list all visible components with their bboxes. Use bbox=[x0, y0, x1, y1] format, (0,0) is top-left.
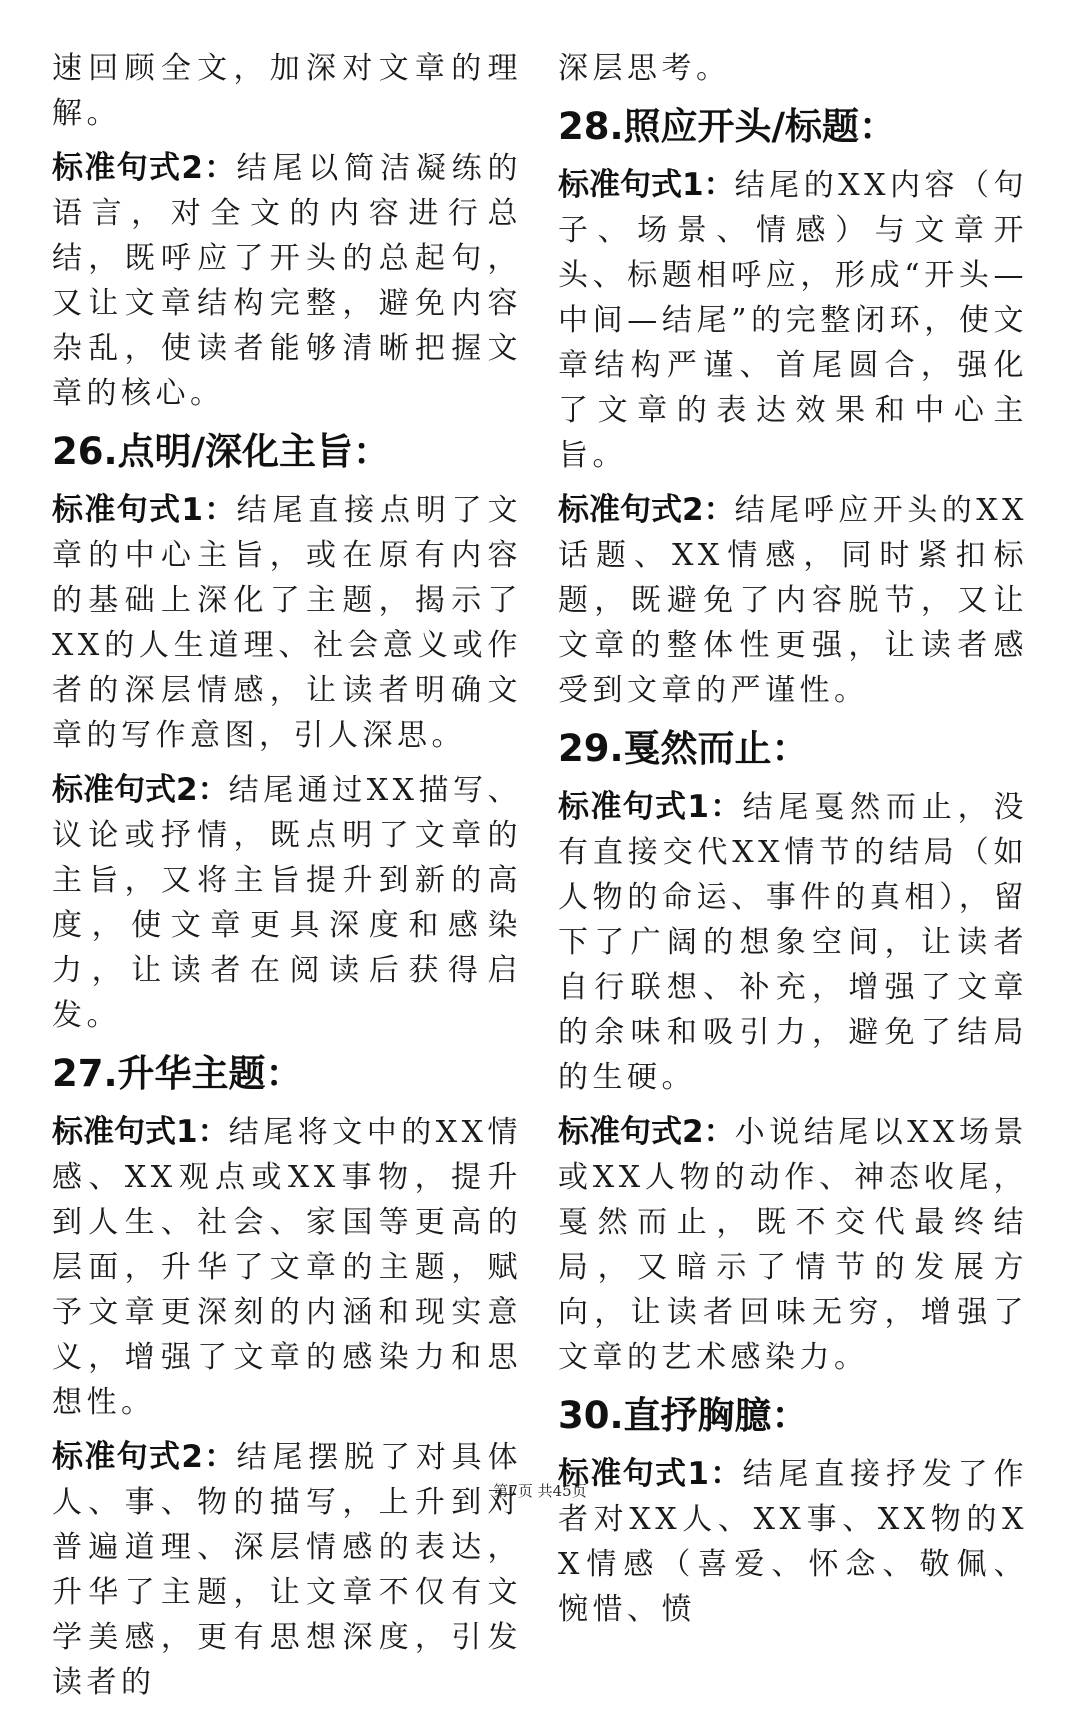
paragraph bbox=[52, 1110, 522, 1425]
pattern-label: 标准句式2： bbox=[52, 1439, 237, 1475]
pattern-label: 标准句式2： bbox=[52, 772, 229, 808]
section-heading-29: 29.戛然而止： bbox=[558, 727, 809, 770]
paragraph-text: 小说结尾以XX场景或XX人物的动作、神态收尾，戛然而止，既不交代最终结局，又暗示了情节的发展方向，让读者回味无穷，增强了文章的艺术感染力。 bbox=[558, 1115, 1028, 1375]
paragraph bbox=[52, 146, 522, 416]
paragraph-text: 结尾摆脱了对具体人、事、物的描写，上升到对普遍道理、深层情感的表达，升华了主题，让文章不仅有文学美感，更有思想深度，引发读者的 bbox=[52, 1440, 523, 1700]
pattern-label: 标准句式1： bbox=[52, 1114, 229, 1150]
paragraph bbox=[558, 1452, 1028, 1632]
paragraph bbox=[558, 1110, 1028, 1380]
page-number: 第7页 共45页 bbox=[493, 1482, 587, 1500]
paragraph-text: 结尾戛然而止，没有直接交代XX情节的结局（如人物的命运、事件的真相），留下了广阔的想象空间，让读者自行联想、补充，增强了文章的余味和吸引力，避免了结局的生硬。 bbox=[558, 790, 1029, 1095]
paragraph-text: 结尾将文中的XX情感、XX观点或XX事物，提升到人生、社会、家国等更高的层面，升华了文章的主题，赋予文章更深刻的内涵和现实意义，增强了文章的感染力和思想性。 bbox=[52, 1115, 522, 1420]
pattern-label: 标准句式1： bbox=[558, 167, 735, 203]
paragraph-text: 深层思考。 bbox=[558, 51, 731, 86]
paragraph-text: 结尾通过XX描写、议论或抒情，既点明了文章的主旨，又将主旨提升到新的高度，使文章更具深度和感染力，让读者在阅读后获得启发。 bbox=[52, 773, 522, 1033]
paragraph-text: 结尾呼应开头的XX话题、XX情感，同时紧扣标题，既避免了内容脱节，又让文章的整体性更强，让读者感受到文章的严谨性。 bbox=[558, 493, 1028, 708]
pattern-label: 标准句式1： bbox=[558, 789, 743, 825]
section-heading-26: 26.点明/深化主旨： bbox=[52, 430, 391, 473]
paragraph bbox=[52, 768, 522, 1038]
section-heading-30: 30.直抒胸臆： bbox=[558, 1394, 809, 1437]
paragraph bbox=[558, 46, 1028, 91]
pattern-label: 标准句式2： bbox=[52, 150, 237, 186]
paragraph bbox=[558, 785, 1028, 1100]
paragraph bbox=[52, 46, 522, 136]
right-column bbox=[558, 46, 1028, 1642]
pattern-label: 标准句式1： bbox=[52, 492, 237, 528]
paragraph bbox=[558, 488, 1028, 713]
paragraph-text: 结尾以简洁凝练的语言，对全文的内容进行总结，既呼应了开头的总起句，又让文章结构完整，避免内容杂乱，使读者能够清晰把握文章的核心。 bbox=[52, 151, 523, 411]
paragraph bbox=[52, 1435, 522, 1705]
paragraph bbox=[558, 163, 1028, 478]
paragraph bbox=[52, 488, 522, 758]
section-heading-27: 27.升华主题： bbox=[52, 1052, 303, 1095]
paragraph-text: 结尾直接点明了文章的中心主旨，或在原有内容的基础上深化了主题，揭示了XX的人生道理、社会意义或作者的深层情感，让读者明确文章的写作意图，引人深思。 bbox=[52, 493, 523, 753]
section-heading-28: 28.照应开头/标题： bbox=[558, 105, 897, 148]
paragraph-text: 速回顾全文，加深对文章的理解。 bbox=[52, 51, 522, 131]
paragraph-text: 结尾的XX内容（句子、场景、情感）与文章开头、标题相呼应，形成“开头—中间—结尾”的完整闭环，使文章结构严谨、首尾圆合，强化了文章的表达效果和中心主旨。 bbox=[558, 168, 1028, 473]
left-column bbox=[52, 46, 522, 1715]
pattern-label: 标准句式2： bbox=[558, 492, 735, 528]
pattern-label: 标准句式2： bbox=[558, 1114, 735, 1150]
paragraph-text: 结尾直接抒发了作者对XX人、XX事、XX物的XX情感（喜爱、怀念、敬佩、惋惜、愤 bbox=[558, 1457, 1029, 1627]
pattern-label: 标准句式1： bbox=[558, 1456, 743, 1492]
